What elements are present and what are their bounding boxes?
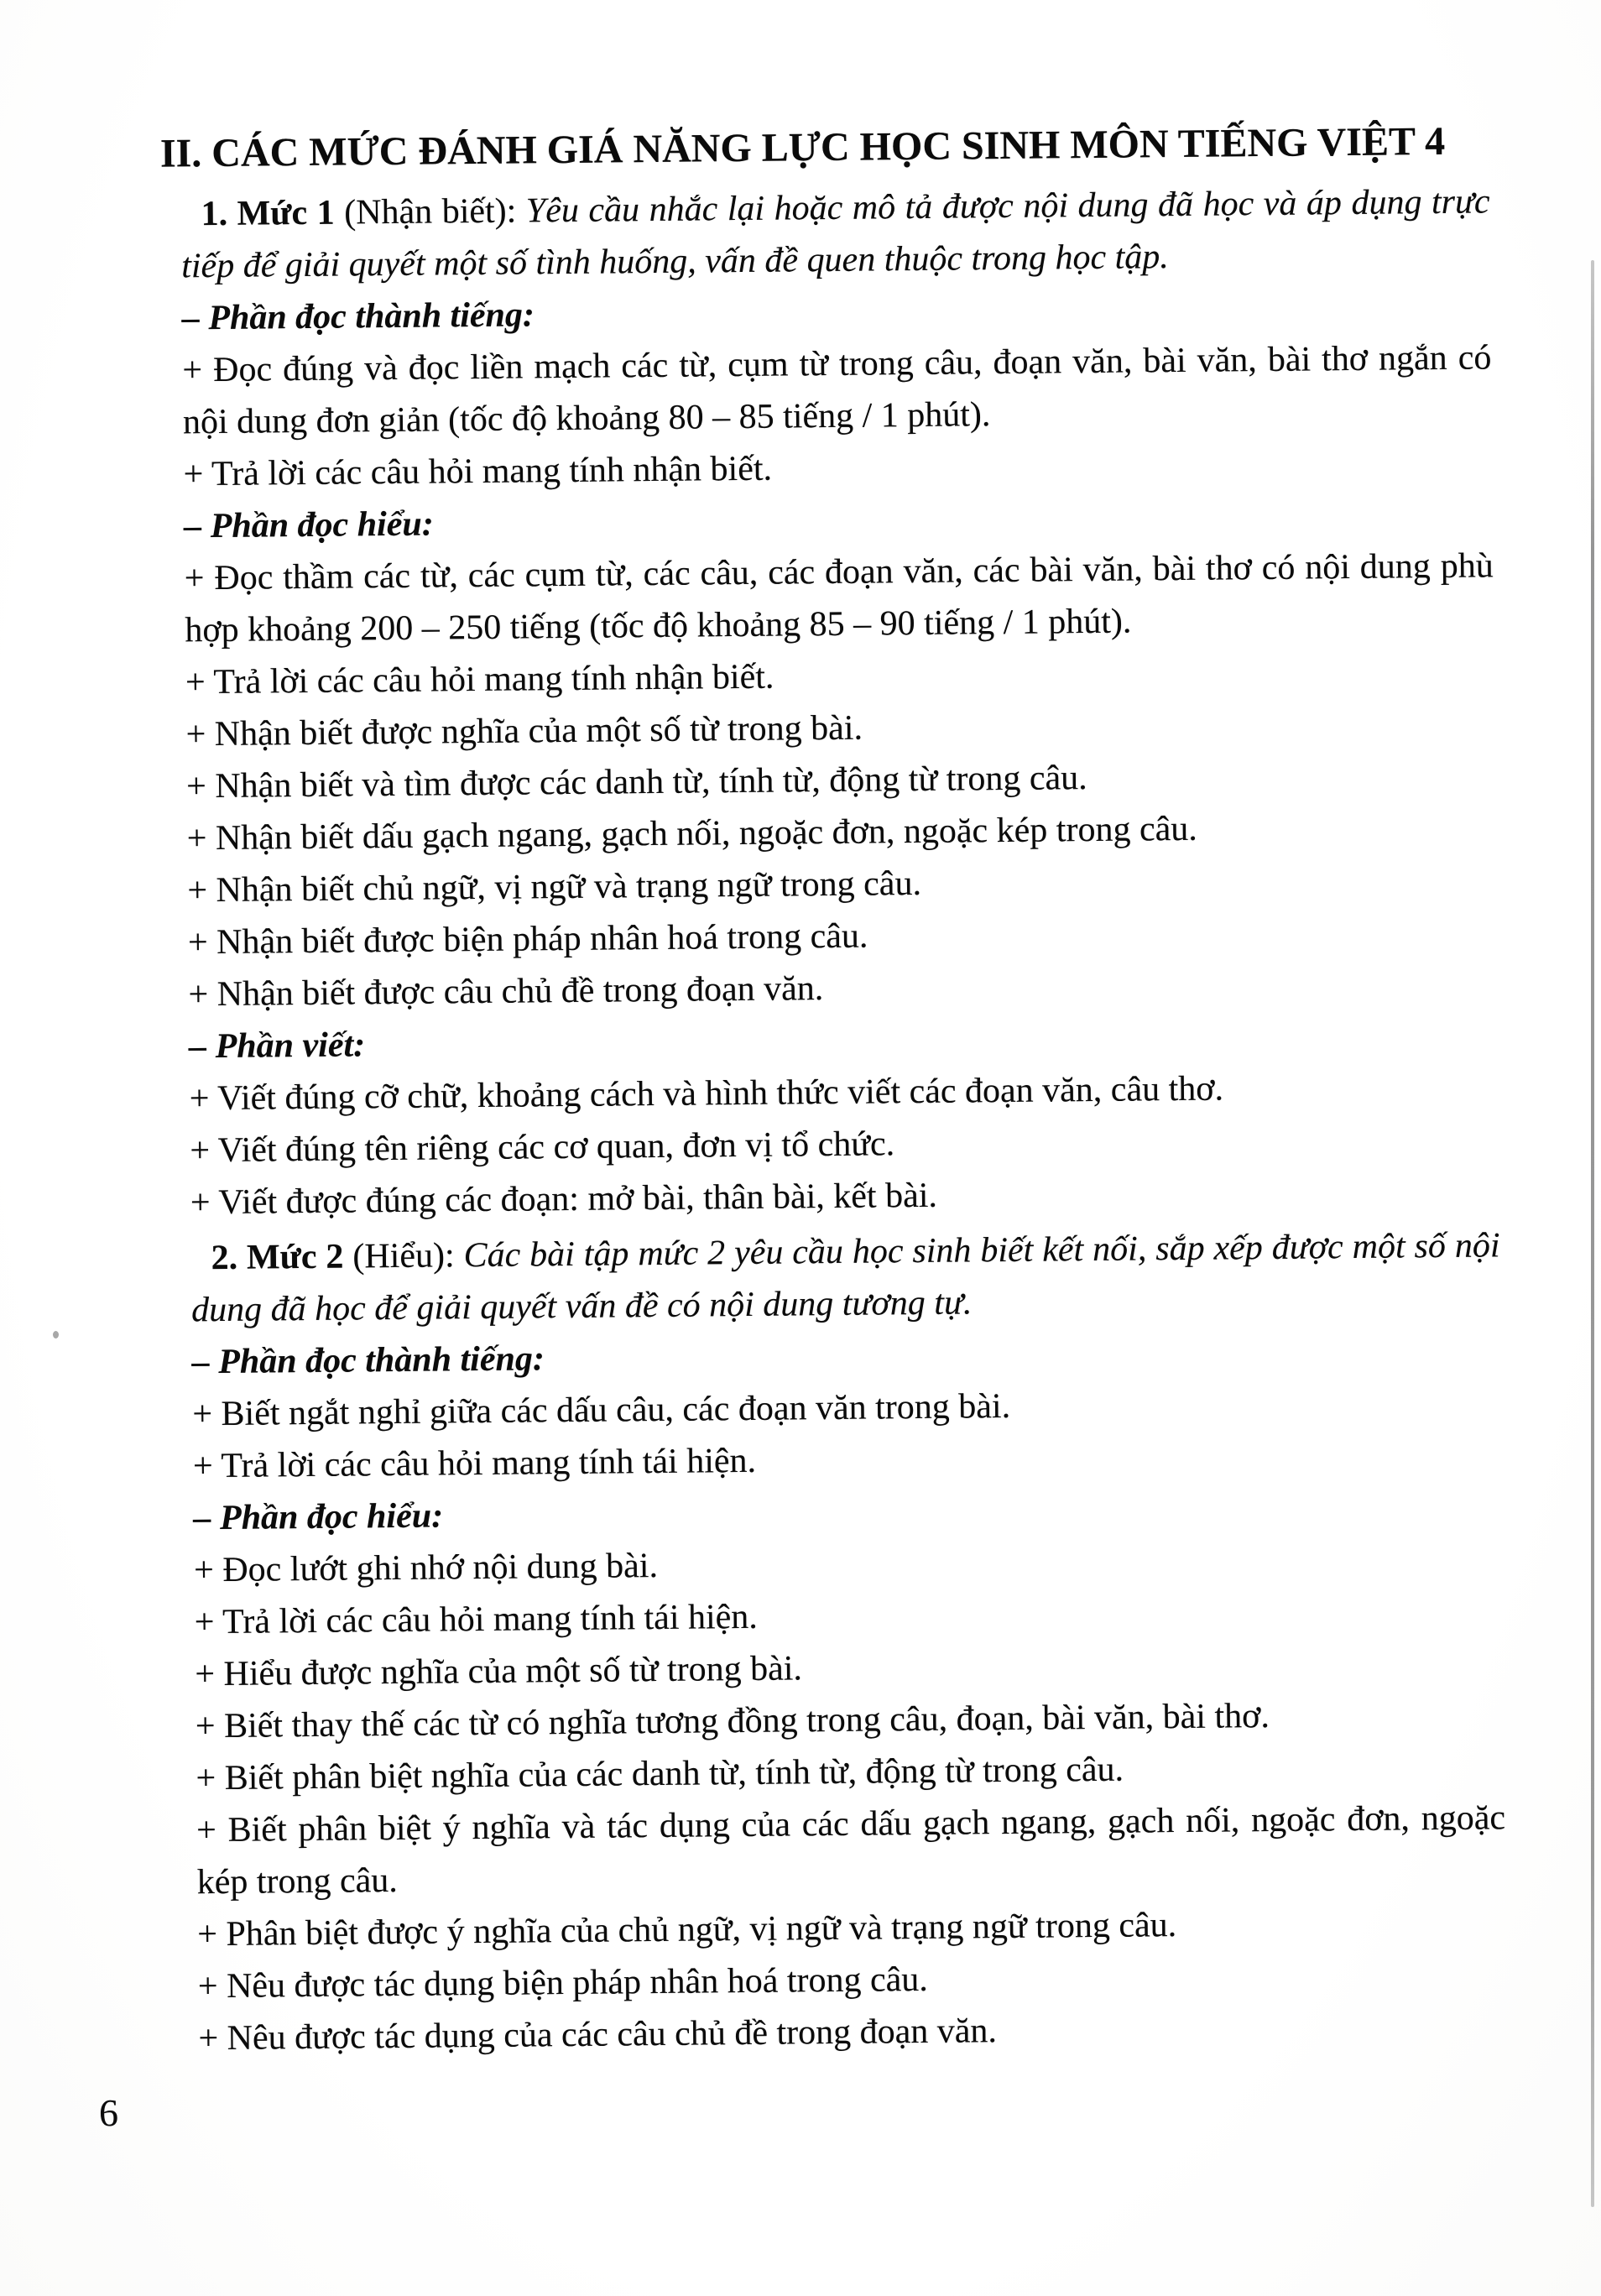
list-item: + Viết đúng cỡ chữ, khoảng cách và hình thức viết các đoạn văn, câu thơ. bbox=[189, 1069, 1224, 1119]
page-number: 6 bbox=[99, 2091, 118, 2134]
list-item: + Nhận biết được nghĩa của một số từ trong bài. bbox=[185, 708, 863, 754]
section-subheading: – Phần đọc thành tiếng: bbox=[181, 295, 535, 338]
list-item: + Nêu được tác dụng biện pháp nhân hoá trong câu. bbox=[197, 1959, 928, 2006]
list-item: + Biết ngắt nghỉ giữa các dấu câu, các đoạn văn trong bài. bbox=[192, 1386, 1011, 1434]
level-2-paren: (Hiểu): bbox=[343, 1236, 464, 1276]
list-item: + Trả lời các câu hỏi mang tính tái hiện. bbox=[194, 1597, 759, 1642]
list-item: + Đọc đúng và đọc liền mạch các từ, cụm từ trong câu, đoạn văn, bài văn, bài thơ ngắn có nội dung đơn giản (tốc độ khoảng 80 – 85 tiếng / 1 phút). bbox=[182, 338, 1492, 442]
page-text-block bbox=[159, 113, 1508, 2064]
section-subheading: – Phần đọc hiểu: bbox=[183, 504, 434, 546]
list-item: + Biết phân biệt ý nghĩa và tác dụng của các dấu gạch ngang, gạch nối, ngoặc đơn, ngoặc kép trong câu. bbox=[196, 1798, 1506, 1902]
list-item: + Phân biệt được ý nghĩa của chủ ngữ, vị ngữ và trạng ngữ trong câu. bbox=[197, 1906, 1177, 1954]
scan-artifact-speck bbox=[53, 1331, 59, 1338]
list-item: + Nhận biết chủ ngữ, vị ngữ và trạng ngữ trong câu. bbox=[187, 864, 922, 911]
list-item: + Biết phân biệt nghĩa của các danh từ, tính từ, động từ trong câu. bbox=[196, 1750, 1124, 1798]
level-1-intro bbox=[180, 175, 1490, 292]
page-title: II. CÁC MỨC ĐÁNH GIÁ NĂNG LỰC HỌC SINH MÔN TIẾNG VIỆT 4 bbox=[159, 118, 1446, 176]
list-item: + Đọc lướt ghi nhớ nội dung bài. bbox=[193, 1547, 659, 1590]
section-subheading: – Phần đọc thành tiếng: bbox=[191, 1339, 545, 1382]
level-1-description: Yêu cầu nhắc lại hoặc mô tả được nội dung đã học và áp dụng trực tiếp để giải quyết một số tình huống, vấn đề quen thuộc trong học tập. bbox=[181, 182, 1490, 286]
list-item: + Trả lời các câu hỏi mang tính nhận biết. bbox=[185, 657, 774, 702]
list-item: + Nhận biết được biện pháp nhân hoá trong câu. bbox=[187, 916, 868, 963]
list-item: + Nhận biết dấu gạch ngang, gạch nối, ngoặc đơn, ngoặc kép trong câu. bbox=[186, 809, 1197, 858]
level-2-description: Các bài tập mức 2 yêu cầu học sinh biết kết nối, sắp xếp được một số nội dung đã học để giải quyết vấn đề có nội dung tương tự. bbox=[190, 1226, 1500, 1330]
list-item: + Nhận biết và tìm được các danh từ, tính từ, động từ trong câu. bbox=[185, 759, 1087, 806]
section-subheading: – Phần viết: bbox=[188, 1025, 366, 1067]
list-item: + Hiểu được nghĩa của một số từ trong bài. bbox=[195, 1649, 803, 1694]
level-2-intro bbox=[190, 1219, 1500, 1336]
level-2-label: 2. Mức 2 bbox=[211, 1237, 344, 1278]
list-item: + Đọc thầm các từ, các cụm từ, các câu, các đoạn văn, các bài văn, bài thơ có nội dung phù hợp khoảng 200 – 250 tiếng (tốc độ khoảng 85 – 90 tiếng / 1 phút). bbox=[184, 546, 1494, 650]
scan-artifact-line bbox=[1591, 260, 1594, 2207]
list-item: + Nhận biết được câu chủ đề trong đoạn văn. bbox=[188, 969, 824, 1015]
list-item: + Nêu được tác dụng của các câu chủ đề trong đoạn văn. bbox=[198, 2012, 998, 2059]
list-item: + Viết đúng tên riêng các cơ quan, đơn vị tổ chức. bbox=[190, 1125, 895, 1171]
list-item: + Trả lời các câu hỏi mang tính nhận biết. bbox=[183, 449, 773, 494]
list-item: + Trả lời các câu hỏi mang tính tái hiện. bbox=[192, 1441, 757, 1486]
level-1-label: 1. Mức 1 bbox=[201, 193, 335, 234]
list-item: + Biết thay thế các từ có nghĩa tương đồng trong câu, đoạn, bài văn, bài thơ. bbox=[195, 1697, 1270, 1746]
section-subheading: – Phần đọc hiểu: bbox=[193, 1496, 444, 1538]
list-item: + Viết được đúng các đoạn: mở bài, thân bài, kết bài. bbox=[190, 1176, 938, 1223]
level-1-paren: (Nhận biết): bbox=[334, 191, 527, 232]
